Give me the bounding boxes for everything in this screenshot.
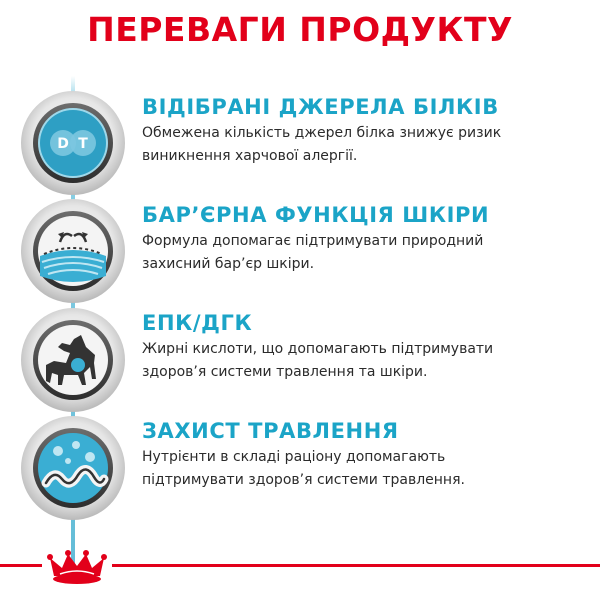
svg-text:D: D <box>57 136 69 152</box>
benefit-heading: ВІДІБРАНІ ДЖЕРЕЛА БІЛКІВ <box>142 95 499 119</box>
svg-text:T: T <box>78 136 88 152</box>
benefit-epa-dha <box>142 310 582 384</box>
protein-sources-icon <box>18 88 128 198</box>
benefit-digestive-protection <box>142 418 582 492</box>
skin-barrier-icon <box>18 196 128 306</box>
benefit-description-line: підтримувати здоров’я системи травлення. <box>142 472 465 488</box>
benefit-heading: ЕПК/ДГК <box>142 311 253 335</box>
benefit-description-line: Формула допомагає підтримувати природний <box>142 233 484 249</box>
footer-divider-left <box>0 564 42 567</box>
benefit-protein-sources <box>142 94 582 168</box>
benefit-heading: ЗАХИСТ ТРАВЛЕННЯ <box>142 419 399 443</box>
benefit-description-line: Обмежена кількість джерел білка знижує ризик <box>142 125 502 141</box>
benefit-description-line: здоров’я системи травлення та шкіри. <box>142 364 428 380</box>
royal-canin-crown-logo <box>44 546 110 588</box>
benefit-description-line: Жирні кислоти, що допомагають підтримувати <box>142 341 494 357</box>
benefit-description-line: захисний бар’єр шкіри. <box>142 256 315 272</box>
dog-icon <box>18 305 128 415</box>
footer-divider-right <box>112 564 600 567</box>
benefit-description-line: Нутрієнти в складі раціону допомагають <box>142 449 446 465</box>
digestion-icon <box>18 413 128 523</box>
page-title: ПЕРЕВАГИ ПРОДУКТУ <box>87 10 513 49</box>
benefit-heading: БАР’ЄРНА ФУНКЦІЯ ШКІРИ <box>142 203 490 227</box>
benefit-description-line: виникнення харчової алергії. <box>142 148 358 164</box>
benefit-skin-barrier <box>142 202 582 276</box>
